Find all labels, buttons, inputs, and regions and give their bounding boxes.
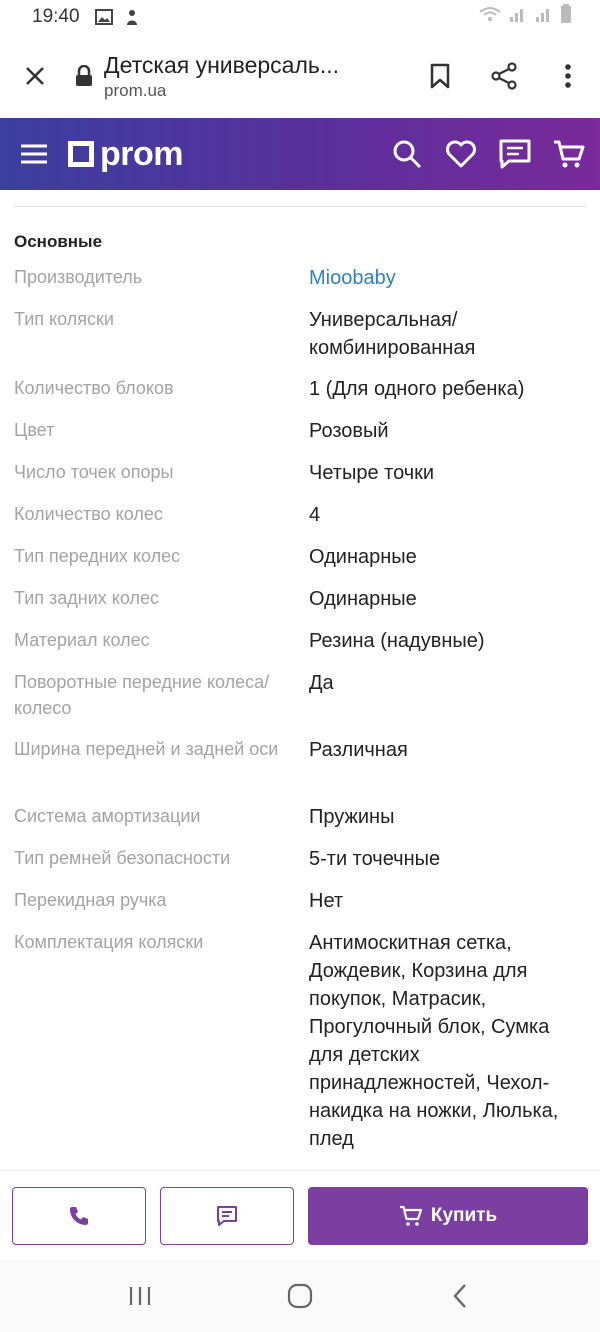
spec-value: Одинарные (309, 546, 417, 568)
gallery-notification-icon (94, 8, 114, 26)
heart-icon (445, 140, 477, 168)
buy-button[interactable] (308, 1187, 588, 1245)
logo-square-icon (68, 141, 94, 167)
bookmark-button[interactable] (408, 34, 472, 118)
buy-label: Купить (430, 1204, 498, 1226)
message-seller-button[interactable] (160, 1187, 294, 1245)
spec-key: Поворотные передние колеса/ колесо (14, 672, 270, 718)
browser-toolbar (0, 34, 600, 118)
signal-2-icon (534, 6, 554, 28)
address-area[interactable] (104, 52, 408, 101)
spec-value: Да (309, 672, 334, 694)
page-url: prom.ua (104, 80, 167, 100)
chat-icon (499, 139, 531, 169)
spec-key: Производитель (14, 267, 143, 287)
bookmark-icon (430, 63, 450, 89)
spec-value: Различная (309, 739, 408, 761)
share-icon (490, 62, 518, 90)
spec-value: Нет (309, 890, 344, 912)
logo-text: prom (100, 134, 183, 173)
spec-value: 5-ти точечные (309, 848, 441, 870)
spec-key: Комплектация коляски (14, 932, 204, 952)
hamburger-icon (20, 143, 48, 165)
page-title: Детская универсаль... (104, 51, 340, 78)
home-icon (287, 1283, 313, 1309)
search-icon (392, 139, 422, 169)
specs-section-title: Основные (14, 232, 103, 251)
spec-row (14, 669, 586, 736)
messages-button[interactable] (498, 137, 532, 171)
status-bar (0, 0, 600, 34)
more-menu-button[interactable] (536, 34, 600, 118)
cart-icon (553, 139, 585, 169)
spec-row (14, 845, 586, 887)
spec-value: Одинарные (309, 588, 417, 610)
spec-row (14, 803, 586, 845)
spec-value: 4 (309, 504, 321, 526)
signal-icon (508, 6, 528, 28)
phone-icon (68, 1205, 90, 1227)
call-button[interactable] (12, 1187, 146, 1245)
lock-icon (70, 65, 98, 87)
message-icon (216, 1205, 238, 1227)
favorites-button[interactable] (444, 137, 478, 171)
spec-row (14, 736, 586, 803)
spec-key: Тип задних колес (14, 588, 159, 608)
status-right-icons (478, 4, 572, 30)
spec-value: Четыре точки (309, 462, 435, 484)
spec-row (14, 887, 586, 929)
spec-value: Универсальная/ комбинированная (309, 309, 476, 359)
system-nav-bar (0, 1260, 600, 1332)
close-tab-button[interactable] (0, 34, 70, 118)
recents-icon (128, 1285, 152, 1307)
product-action-bar (0, 1170, 600, 1260)
back-chevron-icon (452, 1283, 468, 1309)
spec-value: Розовый (309, 420, 389, 442)
recents-button[interactable] (110, 1266, 170, 1326)
spec-key: Система амортизации (14, 806, 201, 826)
product-specs (0, 190, 600, 1170)
spec-row (14, 306, 586, 375)
wifi-icon (478, 5, 502, 29)
spec-key: Материал колес (14, 630, 150, 650)
cart-button[interactable] (552, 137, 586, 171)
site-header (0, 118, 600, 190)
spec-key: Тип ремней безопасности (14, 848, 231, 868)
spec-key: Цвет (14, 420, 55, 440)
spec-value: 1 (Для одного ребенка) (309, 378, 525, 400)
spec-row (14, 929, 586, 1153)
spec-row (14, 264, 586, 306)
app-notification-icon (122, 8, 142, 26)
spec-key: Тип коляски (14, 309, 114, 329)
spec-row (14, 543, 586, 585)
spec-value: Пружины (309, 806, 395, 828)
status-time: 19:40 (32, 6, 80, 27)
divider (14, 206, 586, 207)
close-icon (24, 65, 46, 87)
menu-button[interactable] (14, 134, 54, 174)
spec-row (14, 501, 586, 543)
spec-key: Тип передних колес (14, 546, 181, 566)
search-button[interactable] (390, 137, 424, 171)
spec-key: Ширина передней и задней оси (14, 739, 279, 759)
spec-value: Резина (надувные) (309, 630, 485, 652)
spec-value: Антимоскитная сетка, Дождевик, Корзина для покупок, Матрасик, Прогулочный блок, Сумка для детских принадлежностей, Чехол-накидка на ножки, Люлька, плед (309, 932, 559, 1150)
site-logo[interactable] (68, 135, 183, 174)
spec-row (14, 375, 586, 417)
back-button[interactable] (430, 1266, 490, 1326)
share-button[interactable] (472, 34, 536, 118)
spec-row (14, 585, 586, 627)
spec-key: Количество блоков (14, 378, 174, 398)
spec-row (14, 459, 586, 501)
spec-row (14, 417, 586, 459)
more-vert-icon (564, 63, 572, 89)
battery-icon (560, 4, 572, 30)
cart-icon (399, 1205, 423, 1227)
spec-key: Перекидная ручка (14, 890, 167, 910)
spec-key: Количество колес (14, 504, 163, 524)
spec-key: Число точек опоры (14, 462, 174, 482)
spec-row (14, 627, 586, 669)
home-button[interactable] (270, 1266, 330, 1326)
manufacturer-link[interactable]: Mioobaby (309, 267, 396, 289)
